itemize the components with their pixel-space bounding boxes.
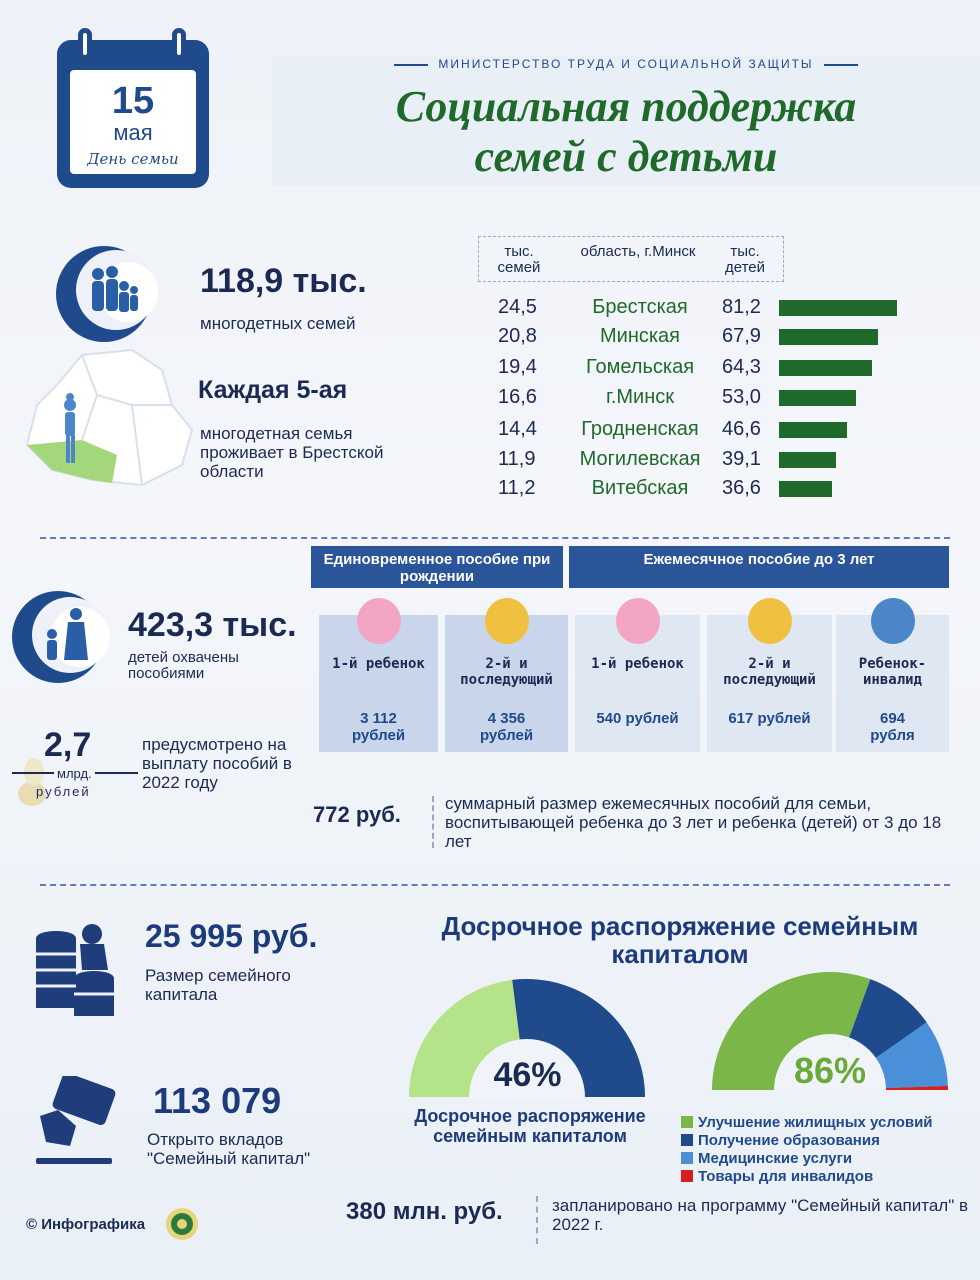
col-children-header: тыс. детей [724, 243, 766, 276]
belarus-map [22, 345, 197, 495]
row-region: Брестская [592, 296, 688, 318]
capital-value: 25 995 руб. [145, 918, 318, 954]
wheelchair-child-icon [871, 598, 915, 644]
benefit-card-title: 2-й и последующий [460, 656, 553, 688]
row-bar [779, 481, 832, 497]
children-label: детей охвачены пособиями [128, 649, 239, 682]
kids-icon [485, 598, 529, 644]
row-region: Гродненская [581, 418, 699, 440]
gauge2-percent: 86% [793, 1050, 867, 1091]
emblem-icon [164, 1206, 200, 1242]
row-children: 81,2 [722, 296, 761, 318]
benefit-card-amount: 694 рубля [870, 710, 915, 744]
gauge1-label: Досрочное распоряжение семейным капиталом [414, 1106, 646, 1146]
row-children: 36,6 [722, 477, 761, 499]
legend-label: Медицинские услуги [698, 1150, 853, 1167]
calendar-ring-left [78, 28, 92, 60]
row-bar [779, 390, 856, 406]
deposits-value: 113 079 [153, 1080, 282, 1121]
row-region: Витебская [591, 477, 689, 499]
benefit-card-amount: 617 рублей [728, 710, 811, 727]
legend-label: Улучшение жилищных условий [698, 1114, 933, 1131]
row-children: 64,3 [722, 356, 761, 378]
row-region: г.Минск [605, 386, 675, 408]
baby-girl-icon [616, 598, 660, 644]
calendar-caption: День семьи [87, 150, 179, 168]
col-region-header: область, г.Минск [580, 243, 696, 260]
row-families: 14,4 [498, 418, 537, 440]
legend-swatch [681, 1170, 693, 1182]
ministry-name: МИНИСТЕРСТВО ТРУДА И СОЦИАЛЬНОЙ ЗАЩИТЫ [272, 57, 980, 71]
benefit-card-title: 1-й ребенок [332, 656, 425, 672]
onetime-benefit-header: Единовременное пособие при рождении [311, 546, 563, 588]
monthly-total-separator [432, 796, 434, 848]
col-families-header: тыс. семей [497, 243, 541, 276]
legend-swatch [681, 1116, 693, 1128]
monthly-benefit-header: Ежемесячное пособие до 3 лет [569, 546, 949, 588]
program-text: запланировано на программу "Семейный капитал" в 2022 г. [552, 1196, 969, 1234]
row-region: Минская [599, 325, 681, 347]
calendar-day: 15 [111, 80, 155, 122]
benefit-card-title: 2-й и последующий [723, 656, 816, 688]
row-bar [779, 300, 897, 316]
coins-stack-icon [34, 920, 126, 1026]
row-families: 16,6 [498, 386, 537, 408]
row-children: 39,1 [722, 448, 761, 470]
deposits-label: Открыто вкладов "Семейный капитал" [147, 1130, 311, 1168]
families-value: 118,9 тыс. [200, 262, 367, 300]
monthly-total-value: 772 руб. [313, 802, 401, 827]
legend-swatch [681, 1152, 693, 1164]
budget-unit1: млрд. [54, 766, 95, 781]
benefit-card-amount: 4 356 рублей [479, 710, 534, 744]
row-families: 11,9 [498, 448, 536, 470]
section-divider-2 [40, 884, 950, 886]
budget-text: предусмотрено на выплату пособий в 2022 году [142, 735, 292, 792]
row-children: 67,9 [722, 325, 761, 347]
family-icon [54, 244, 164, 344]
monthly-total-text: суммарный размер ежемесячных пособий для семьи, воспитывающей ребенка до 3 лет и ребенка (детей) от 3 до 18 лет [445, 794, 942, 851]
baby-girl-icon [357, 598, 401, 644]
legend-label: Товары для инвалидов [698, 1168, 874, 1185]
row-families: 20,8 [498, 325, 537, 347]
legend-swatch [681, 1134, 693, 1146]
legend-label: Получение образования [698, 1132, 880, 1149]
row-children: 53,0 [722, 386, 761, 408]
brest-headline: Каждая 5-ая [198, 376, 348, 404]
gauge1-percent: 46% [493, 1056, 562, 1094]
calendar-ring-right [172, 28, 186, 60]
calendar-month: мая [113, 120, 153, 145]
children-value: 423,3 тыс. [128, 606, 297, 644]
kids-icon [748, 598, 792, 644]
row-bar [779, 360, 872, 376]
row-bar [779, 452, 836, 468]
mother-child-icon [6, 590, 116, 685]
benefit-card-amount: 540 рублей [596, 710, 679, 727]
row-region: Гомельская [585, 356, 695, 378]
program-value: 380 млн. руб. [346, 1198, 503, 1225]
row-region: Могилевская [579, 448, 701, 470]
row-families: 24,5 [498, 296, 537, 318]
families-label: многодетных семей [200, 314, 356, 333]
card-payment-icon [36, 1076, 122, 1168]
budget-value: 2,7 [44, 726, 92, 764]
capital-label: Размер семейного капитала [145, 966, 291, 1004]
footer-credit: © Инфографика [26, 1216, 146, 1233]
section-divider-1 [40, 537, 950, 539]
row-children: 46,6 [722, 418, 761, 440]
early-heading: Досрочное распоряжение семейным капиталом [441, 911, 919, 969]
benefit-card-title: 1-й ребенок [591, 656, 684, 672]
row-bar [779, 329, 878, 345]
row-bar [779, 422, 847, 438]
row-families: 19,4 [498, 356, 537, 378]
program-separator [536, 1196, 538, 1244]
brest-text: многодетная семья проживает в Брестской области [200, 424, 384, 481]
budget-unit2: рублей [36, 784, 91, 799]
page-title: Социальная поддержка семей с детьми [395, 82, 857, 181]
benefit-card-amount: 3 112 рублей [351, 710, 406, 744]
row-families: 11,2 [498, 477, 536, 499]
benefit-card-title: Ребенок-инвалид [858, 656, 927, 688]
